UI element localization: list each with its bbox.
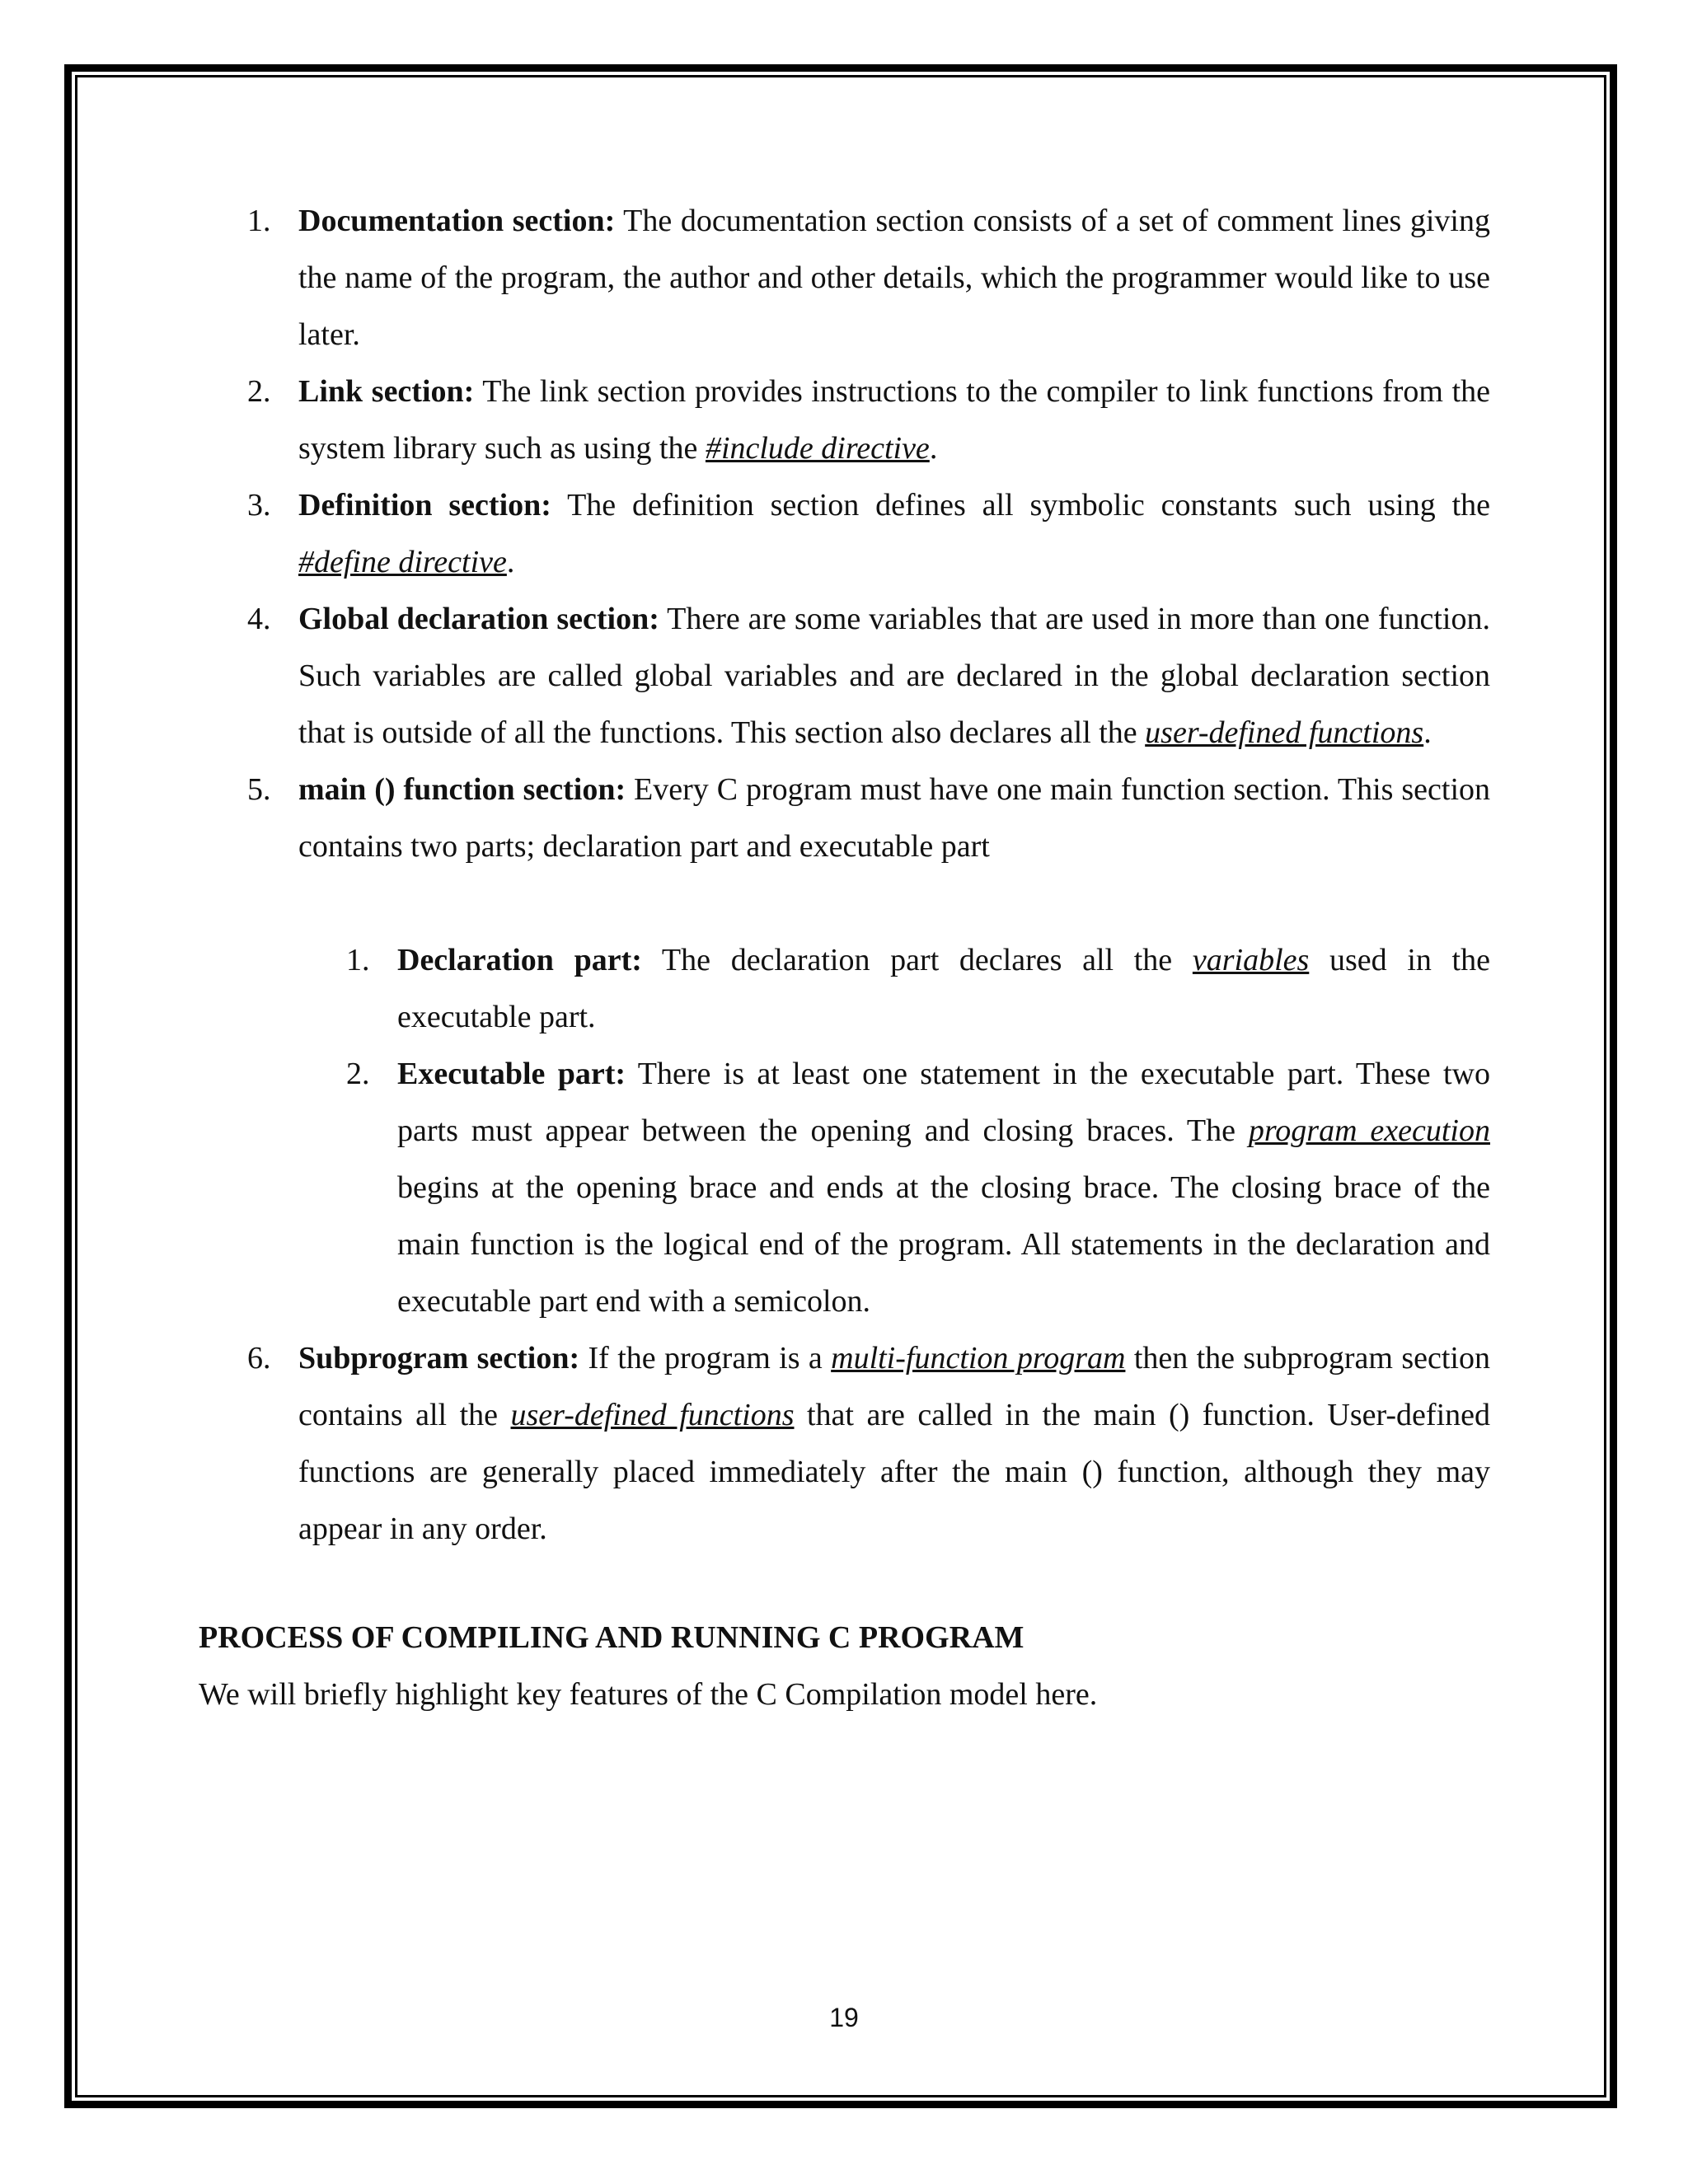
main-function-sublist — [247, 932, 1490, 1330]
section-heading: PROCESS OF COMPILING AND RUNNING C PROGRAM — [199, 1620, 1025, 1655]
section-text: There are some variables that are used in more than one function. Such variables are called global variables and are declared in the global declaration section that is outside of all the functions. This section also declares all the — [298, 602, 1490, 750]
list-item-number: 3. — [247, 488, 271, 523]
multi-function-program-link[interactable]: multi-function program — [831, 1341, 1126, 1376]
section-title: main () function section: — [298, 772, 626, 807]
user-defined-functions-link[interactable]: user-defined functions — [510, 1398, 795, 1432]
section-title: Global declaration section: — [298, 602, 659, 636]
section-text: The documentation section consists of a set of comment lines giving the name of the program, the author and other details, which the programmer would like to use later. — [298, 204, 1490, 352]
page-number: 19 — [829, 2003, 859, 2032]
sub-item-number: 2. — [346, 1057, 370, 1091]
list-item-global-declaration-section — [247, 591, 1490, 762]
section-text-end: . — [929, 431, 938, 466]
section-title: Link section: — [298, 374, 475, 409]
section-text: Every C program must have one main function section. This section contains two parts; declaration part and executable part — [298, 772, 1490, 864]
sub-item-executable-part — [346, 1046, 1490, 1330]
list-item-documentation-section — [247, 193, 1490, 363]
list-item-number: 5. — [247, 772, 271, 807]
sub-item-title: Declaration part: — [397, 943, 642, 977]
list-item-definition-section — [247, 477, 1490, 591]
list-item-subprogram-section — [247, 1330, 1490, 1558]
program-structure-list-continued — [247, 932, 1490, 1558]
sub-item-title: Executable part: — [397, 1057, 626, 1091]
user-defined-functions-link[interactable]: user-defined functions — [1145, 715, 1424, 750]
program-execution-link[interactable]: program execution — [1248, 1113, 1490, 1148]
list-item-main-function-section — [247, 762, 1490, 875]
section-title: Documentation section: — [298, 204, 616, 238]
section-text: If the program is a — [579, 1341, 832, 1376]
program-structure-list — [247, 193, 1490, 875]
section-text-end: that are called in the main () function. User-defined functions are generally placed immediately after the main () function, although they may appear in any order. — [298, 1398, 1490, 1546]
section-text-middle: then the subprogram section contains all the — [298, 1341, 1490, 1432]
section-text-end: . — [1423, 715, 1432, 750]
section-title: Subprogram section: — [298, 1341, 580, 1376]
list-item-link-section — [247, 363, 1490, 477]
sub-item-declaration-part — [346, 932, 1490, 1046]
section-text: The definition section defines all symbolic constants such using the — [551, 488, 1490, 523]
include-directive-link[interactable]: #include directive — [705, 431, 930, 466]
sub-item-number: 1. — [346, 943, 370, 977]
section-text-end: . — [506, 545, 515, 579]
section-text: The link section provides instructions to the compiler to link functions from the system library such as using the — [298, 374, 1490, 466]
list-item-number: 2. — [247, 374, 271, 409]
main-function-subsections — [247, 932, 1490, 1330]
intro-paragraph: We will briefly highlight key features of the C Compilation model here. — [199, 1677, 1098, 1712]
section-title: Definition section: — [298, 488, 551, 523]
sub-item-text-end: used in the executable part. — [397, 943, 1490, 1034]
variables-link[interactable]: variables — [1192, 943, 1310, 977]
list-item-number: 4. — [247, 602, 271, 636]
define-directive-link[interactable]: #define directive — [298, 545, 507, 579]
sub-item-text: The declaration part declares all the — [641, 943, 1193, 977]
list-item-number: 1. — [247, 204, 271, 238]
sub-item-text: There is at least one statement in the executable part. These two parts must appear between the opening and closing braces. The — [397, 1057, 1490, 1148]
list-item-number: 6. — [247, 1341, 271, 1376]
sub-item-text-end: begins at the opening brace and ends at the closing brace. The closing brace of the main function is the logical end of the program. All statements in the declaration and executable part end with a semicolon. — [397, 1170, 1490, 1319]
